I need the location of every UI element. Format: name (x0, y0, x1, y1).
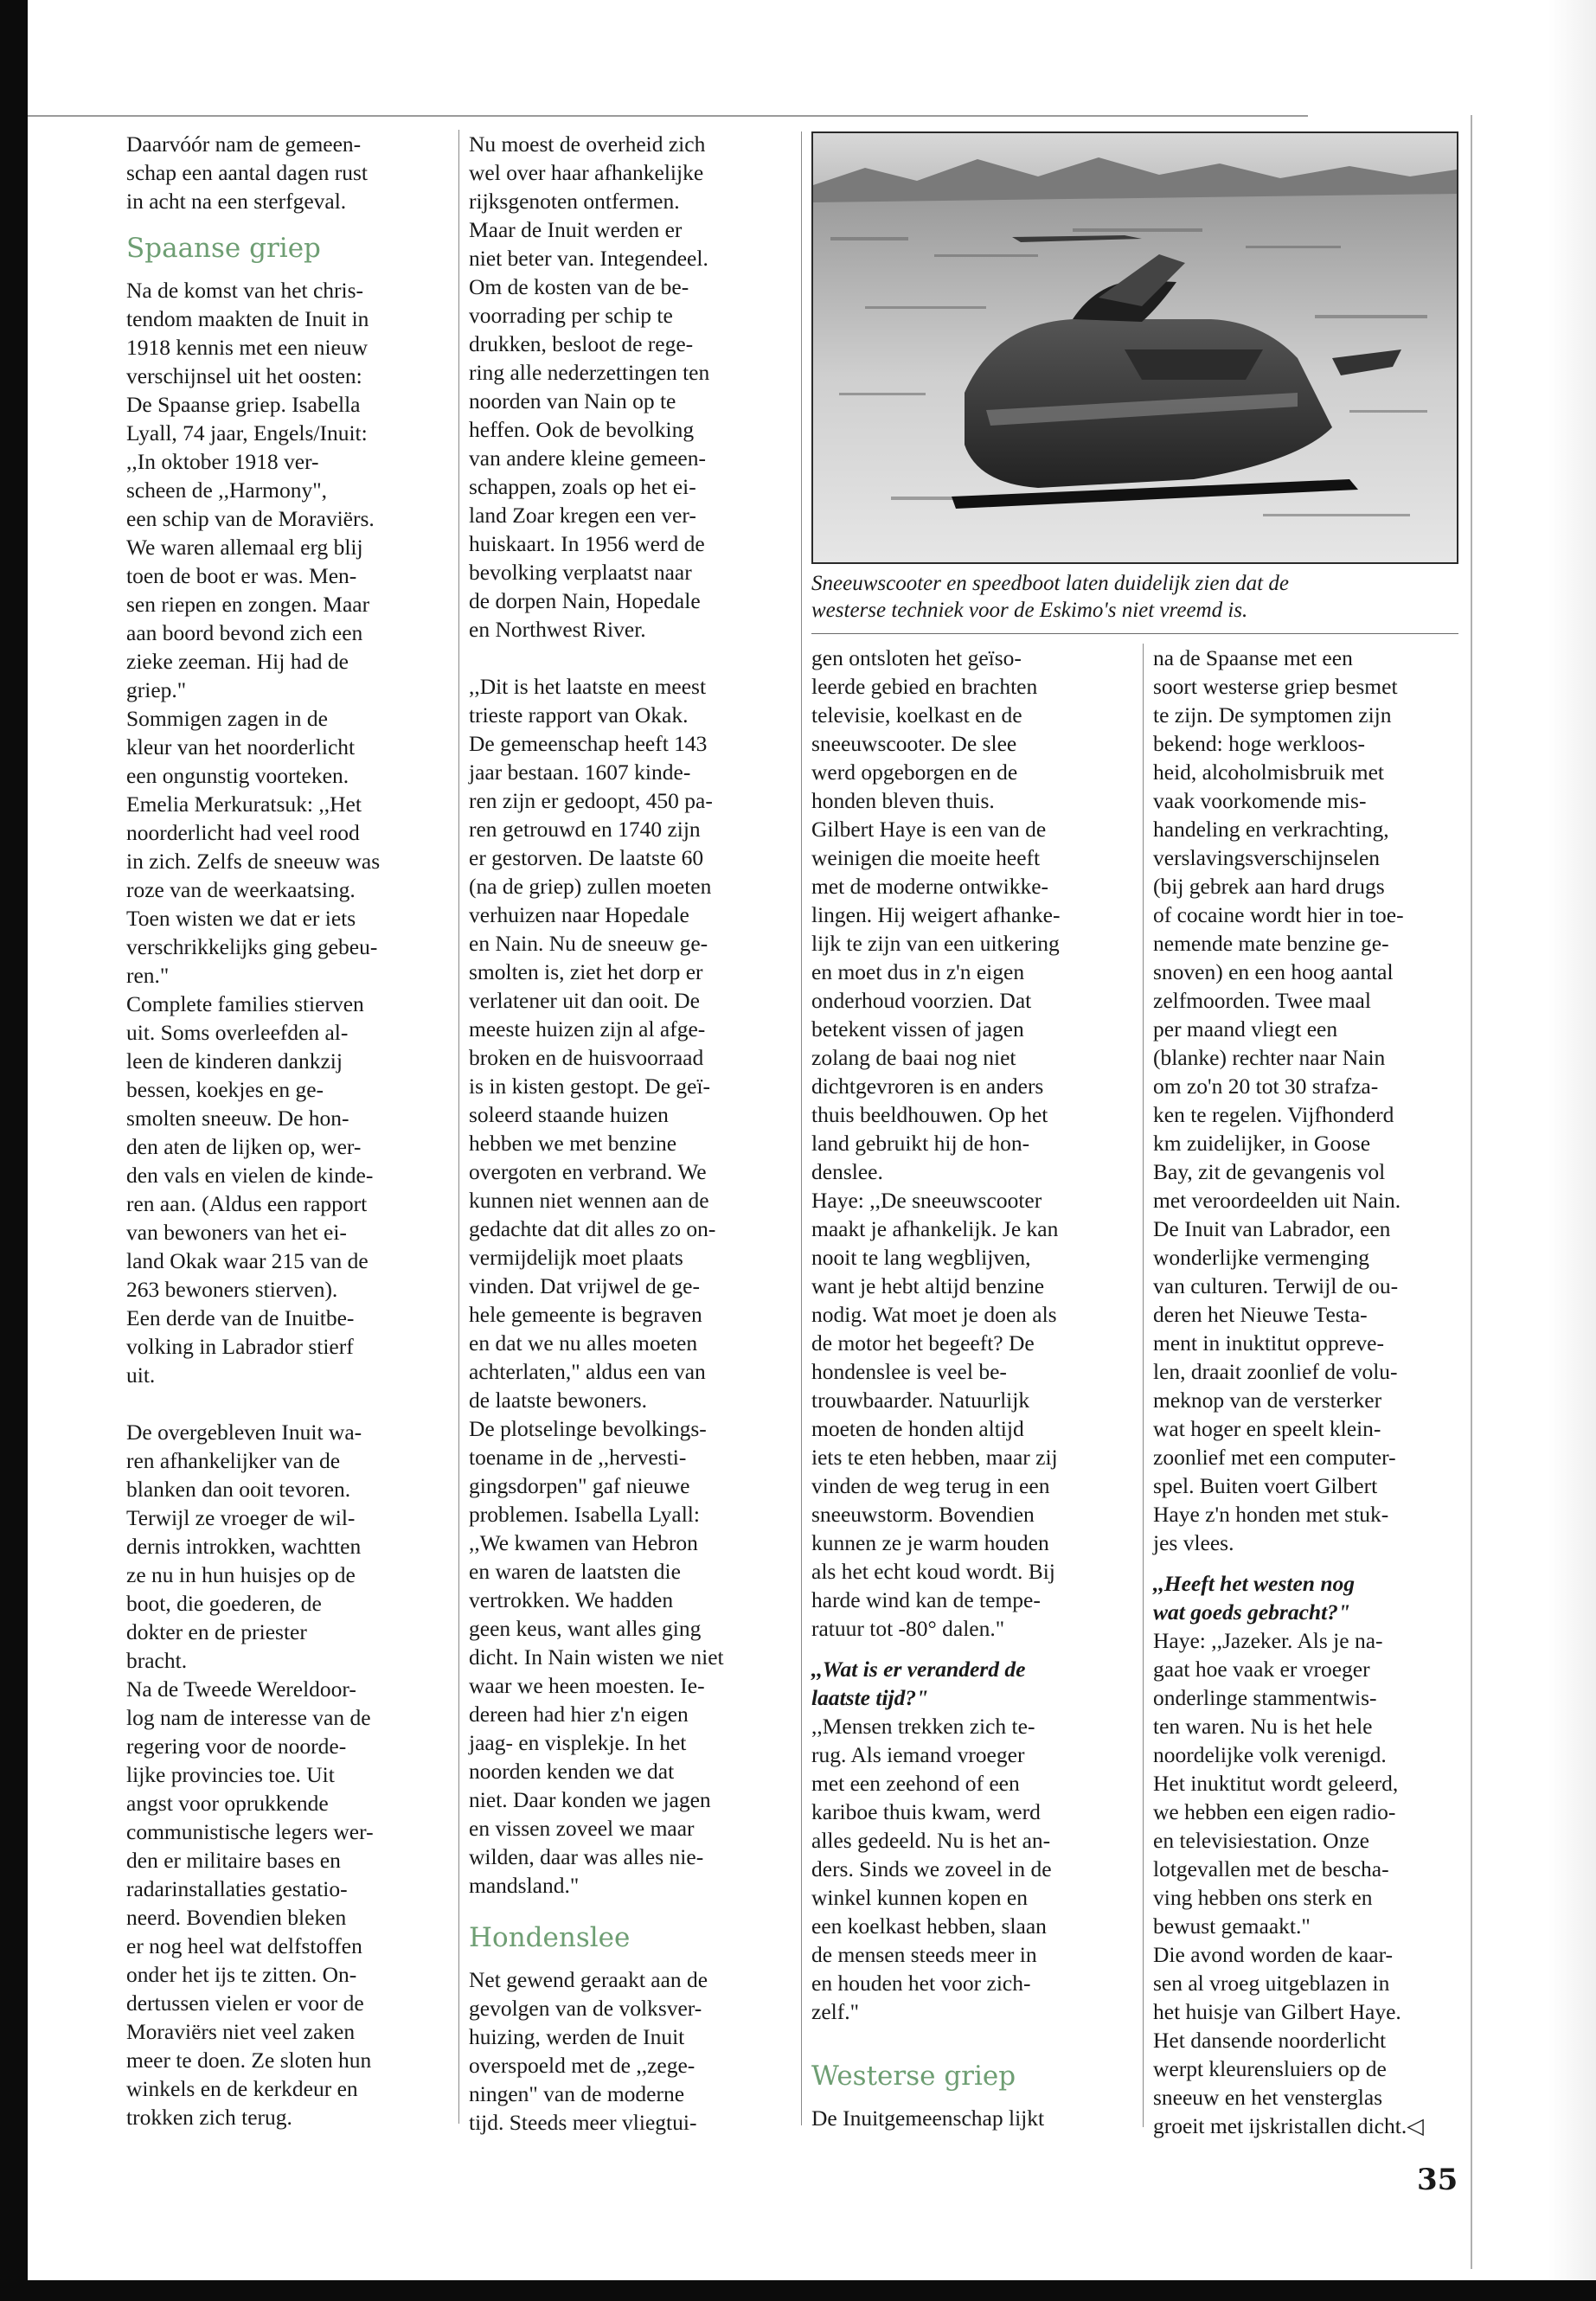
text-line: dicht. In Nain wisten we niet (469, 1644, 724, 1670)
text-line: (bij gebrek aan hard drugs (1153, 874, 1385, 899)
page-number: 35 (1417, 2163, 1458, 2197)
paragraph (1153, 1626, 1424, 2140)
column-rule (1143, 644, 1144, 2127)
text-line: Sneeuwscooter en speedboot laten duidelijk zien dat de (811, 572, 1289, 595)
text-line: heffen. Ook de bevolking (469, 417, 695, 442)
text-line: het huisje van Gilbert Haye. (1153, 1999, 1401, 2024)
text-line: blanken dan ooit tevoren. (126, 1477, 351, 1502)
text-line: ken te regelen. Vijfhonderd (1153, 1102, 1394, 1127)
text-line: huizing, werden de Inuit (469, 2024, 685, 2049)
text-line: want je hebt altijd benzine (811, 1273, 1045, 1298)
column-3 (811, 644, 1060, 2132)
text-line: in acht na een sterfgeval. (126, 189, 347, 214)
text-line: meknop van de versterker (1153, 1388, 1382, 1413)
text-line: noorden kenden we dat (469, 1759, 675, 1784)
text-line: huiskaart. In 1956 werd de (469, 531, 705, 556)
text-line: te zijn. De symptomen zijn (1153, 702, 1392, 727)
paragraph (126, 130, 380, 215)
text-line: uit. Soms overleefden al- (126, 1020, 349, 1045)
text-line: er nog heel wat delfstoffen (126, 1933, 362, 1958)
text-line: lijke provincies toe. Uit (126, 1762, 335, 1787)
text-line: weinigen die moeite heeft (811, 845, 1041, 870)
text-line: schappen, zoals op het ei- (469, 474, 696, 499)
text-line: 1918 kennis met een nieuw (126, 335, 369, 360)
text-line: (na de griep) zullen moeten (469, 874, 712, 899)
text-line: werpt kleurensluiers op de (1153, 2056, 1387, 2081)
text-line: sneeuwstorm. Bovendien (811, 1502, 1035, 1527)
text-line: ving hebben ons sterk en (1153, 1885, 1373, 1910)
text-line: De overgebleven Inuit wa- (126, 1420, 362, 1445)
text-line: de dorpen Nain, Hopedale (469, 588, 701, 613)
text-line: winkels en de kerkdeur en (126, 2076, 358, 2101)
text-line: radarinstallaties gestatio- (126, 1876, 348, 1901)
text-line: De Inuitgemeenschap lijkt (811, 2106, 1045, 2131)
text-line: ren zijn er gedoopt, 450 pa- (469, 788, 713, 813)
text-line: We waren allemaal erg blij (126, 535, 363, 560)
text-line: hondenslee is veel be- (811, 1359, 1007, 1384)
text-line: jaag- en visplekje. In het (469, 1730, 687, 1755)
page-edge-shadow (1548, 0, 1596, 2301)
text-line: van andere kleine gemeen- (469, 445, 706, 471)
text-line: Complete families stierven (126, 991, 364, 1016)
text-line: ze nu in hun huisjes op de (126, 1562, 356, 1587)
text-line: Daarvóór nam de gemeen- (126, 131, 362, 157)
text-line: handeling en verkrachting, (1153, 817, 1389, 842)
text-line: vinden. Dat vrijwel de ge- (469, 1273, 700, 1298)
text-line: jaar bestaan. 1607 kinde- (469, 760, 691, 785)
text-line: dereen had hier z'n eigen (469, 1702, 689, 1727)
right-margin-rule (1471, 115, 1472, 2269)
text-line: ,,We kwamen van Hebron (469, 1530, 698, 1555)
text-line: er gestorven. De laatste 60 (469, 845, 704, 870)
text-line: meer te doen. Ze sloten hun (126, 2048, 372, 2073)
section-heading-westerse-griep: Westerse griep (811, 2061, 1016, 2092)
text-line: ,,Mensen trekken zich te- (811, 1714, 1035, 1739)
text-line: Moraviërs niet veel zaken (126, 2019, 356, 2044)
text-line: van bewoners van het ei- (126, 1220, 347, 1245)
column-rule (801, 131, 802, 2125)
text-line: maakt je afhankelijk. Je kan (811, 1216, 1059, 1241)
text-line: lingen. Hij weigert afhanke- (811, 902, 1061, 927)
text-line: snoven) en een hoog aantal (1153, 959, 1394, 984)
text-line: dokter en de priester (126, 1619, 307, 1644)
text-line: zelfmoorden. Twee maal (1153, 988, 1371, 1013)
text-line: en Northwest River. (469, 617, 646, 642)
text-line: wat goeds gebracht?" (1153, 1599, 1351, 1625)
text-line: ren aan. (Aldus een rapport (126, 1191, 368, 1216)
text-line: en moet dus in z'n eigen (811, 959, 1025, 984)
text-line: kleur van het noorderlicht (126, 734, 356, 760)
text-line: dernis introkken, wachtten (126, 1534, 362, 1559)
text-line: met een zeehond of een (811, 1771, 1020, 1796)
text-line: Net gewend geraakt aan de (469, 1967, 708, 1992)
text-line: smolten sneeuw. De hon- (126, 1106, 349, 1131)
text-line: spel. Buiten voert Gilbert (1153, 1473, 1378, 1498)
text-line: aan boord bevond zich een (126, 620, 363, 645)
text-line: geen keus, want alles ging (469, 1616, 702, 1641)
text-line: dichtgevroren is en anders (811, 1074, 1044, 1099)
text-line: len, draait zoonlief de volu- (1153, 1359, 1398, 1384)
text-line: en vissen zoveel we maar (469, 1816, 695, 1841)
text-line: een koelkast hebben, slaan (811, 1913, 1047, 1939)
column-4 (1153, 644, 1424, 2140)
text-line: denslee. (811, 1159, 883, 1184)
text-line: noorden van Nain op te (469, 388, 676, 413)
paragraph (469, 672, 724, 1900)
text-line: ren." (126, 963, 170, 988)
text-line: overspoeld met de ,,zege- (469, 2053, 695, 2078)
text-line: De Spaanse griep. Isabella (126, 392, 361, 417)
text-line: een schip van de Moraviërs. (126, 506, 375, 531)
text-line: bekend: hoge werkloos- (1153, 731, 1366, 756)
text-line: wat hoger en speelt klein- (1153, 1416, 1381, 1441)
paragraph (126, 276, 380, 1389)
text-line: groeit met ijskristallen dicht.◁ (1153, 2113, 1424, 2138)
text-line: gedachte dat dit alles zo on- (469, 1216, 716, 1241)
text-line: 263 bewoners stierven). (126, 1277, 338, 1302)
text-line: gen ontsloten het geïso- (811, 645, 1022, 670)
text-line: leen de kinderen dankzij (126, 1048, 343, 1074)
text-line: na de Spaanse met een (1153, 645, 1353, 670)
text-line: Om de kosten van de be- (469, 274, 689, 299)
text-line: den er militaire bases en (126, 1848, 341, 1873)
text-line: toen de boot er was. Men- (126, 563, 357, 588)
text-line: Na de Tweede Wereldoor- (126, 1676, 356, 1702)
text-line: honden bleven thuis. (811, 788, 995, 813)
text-line: De gemeenschap heeft 143 (469, 731, 708, 756)
text-line: Haye: ,,Jazeker. Als je na- (1153, 1628, 1383, 1653)
text-line: nooit te lang wegblijven, (811, 1245, 1031, 1270)
text-line: sneeuw en het vensterglas (1153, 2085, 1383, 2110)
text-line: wonderlijke vermenging (1153, 1245, 1369, 1270)
text-line: kariboe thuis kwam, werd (811, 1799, 1041, 1824)
text-line: ten waren. Nu is het hele (1153, 1714, 1373, 1739)
text-line: trieste rapport van Okak. (469, 702, 689, 727)
text-line: onderhoud voorzien. Dat (811, 988, 1032, 1013)
text-line: lotgevallen met de bescha- (1153, 1856, 1389, 1881)
text-line: Toen wisten we dat er iets (126, 906, 356, 931)
text-line: gevolgen van de volksver- (469, 1996, 702, 2021)
text-line: of cocaine wordt hier in toe- (1153, 902, 1404, 927)
text-line: nodig. Wat moet je doen als (811, 1302, 1057, 1327)
text-line: regering voor de noorde- (126, 1734, 347, 1759)
text-line: Gilbert Haye is een van de (811, 817, 1047, 842)
photo-caption (811, 570, 1289, 624)
paragraph (811, 2104, 1060, 2132)
text-line: ren getrouwd en 1740 zijn (469, 817, 701, 842)
text-line: en houden het voor zich- (811, 1971, 1031, 1996)
text-line: westerse techniek voor de Eskimo's niet vreemd is. (811, 599, 1248, 622)
text-line: gaat hoe vaak er vroeger (1153, 1657, 1370, 1682)
text-line: Maar de Inuit werden er (469, 217, 683, 242)
subheading-wat-is-er-veranderd (811, 1655, 1060, 1712)
text-line: achterlaten," aldus een van (469, 1359, 706, 1384)
caption-rule (811, 633, 1458, 634)
text-line: en Nain. Nu de sneeuw ge- (469, 931, 708, 956)
paragraph (469, 1965, 724, 2137)
text-line: De plotselinge bevolkings- (469, 1416, 707, 1441)
text-line: van culturen. Terwijl de ou- (1153, 1273, 1399, 1298)
text-line: Een derde van de Inuitbe- (126, 1305, 355, 1330)
text-line: tijd. Steeds meer vliegtui- (469, 2110, 697, 2135)
text-line: rijksgenoten ontfermen. (469, 189, 680, 214)
text-line: en dat we nu alles moeten (469, 1330, 698, 1356)
text-line: laatste tijd?" (811, 1685, 929, 1710)
paragraph (126, 1418, 380, 2131)
text-line: sneeuwscooter. De slee (811, 731, 1017, 756)
text-line: volking in Labrador stierf (126, 1334, 354, 1359)
text-line: zoonlief met een computer- (1153, 1445, 1396, 1470)
text-line: (blanke) rechter naar Nain (1153, 1045, 1386, 1070)
column-1 (126, 130, 380, 2131)
text-line: Terwijl ze vroeger de wil- (126, 1505, 356, 1530)
paragraph (1153, 644, 1424, 1557)
text-line: uit. (126, 1362, 156, 1388)
text-line: kunnen ze je warm houden (811, 1530, 1049, 1555)
text-line: verslavingsverschijnselen (1153, 845, 1381, 870)
text-line: ring alle nederzettingen ten (469, 360, 710, 385)
text-line: met veroordeelden uit Nain. (1153, 1188, 1401, 1213)
text-line: verschrikkelijks ging gebeu- (126, 934, 378, 959)
text-line: vermijdelijk moet plaats (469, 1245, 683, 1270)
text-line: mandsland." (469, 1873, 580, 1898)
text-line: is in kisten gestopt. De geï- (469, 1074, 711, 1099)
text-line: en televisiestation. Onze (1153, 1828, 1369, 1853)
paragraph (811, 1712, 1060, 2026)
text-line: hele gemeente is begraven (469, 1302, 702, 1327)
text-line: bewust gemaakt." (1153, 1913, 1311, 1939)
scan-border-bottom (0, 2280, 1596, 2301)
text-line: wilden, daar was alles nie- (469, 1844, 704, 1869)
text-line: moeten de honden altijd (811, 1416, 1024, 1441)
text-line: deren het Nieuwe Testa- (1153, 1302, 1368, 1327)
text-line: ders. Sinds we zoveel in de (811, 1856, 1052, 1881)
text-line: log nam de interesse van de (126, 1705, 371, 1730)
text-line: nemende mate benzine ge- (1153, 931, 1389, 956)
text-line: harde wind kan de tempe- (811, 1587, 1041, 1612)
subheading-heeft-het-westen (1153, 1569, 1424, 1626)
text-line: ,,In oktober 1918 ver- (126, 449, 319, 474)
text-line: rug. Als iemand vroeger (811, 1742, 1025, 1767)
text-line: met de moderne ontwikke- (811, 874, 1049, 899)
text-line: vertrokken. We hadden (469, 1587, 674, 1612)
scan-border-left (0, 0, 28, 2301)
text-line: De Inuit van Labrador, een (1153, 1216, 1391, 1241)
text-line: boot, die goederen, de (126, 1591, 322, 1616)
text-line: schap een aantal dagen rust (126, 160, 368, 185)
text-line: verhuizen naar Hopedale (469, 902, 689, 927)
text-line: communistische legers wer- (126, 1819, 374, 1844)
paragraph (811, 644, 1060, 1643)
text-line: werd opgeborgen en de (811, 760, 1018, 785)
text-line: de motor het begeeft? De (811, 1330, 1035, 1356)
text-line: soleerd staande huizen (469, 1102, 669, 1127)
text-line: toename in de ,,hervesti- (469, 1445, 687, 1470)
text-line: zieke zeeman. Hij had de (126, 649, 349, 674)
text-line: soort westerse griep besmet (1153, 674, 1398, 699)
text-line: land gebruikt hij de hon- (811, 1131, 1030, 1156)
text-line: overgoten en verbrand. We (469, 1159, 707, 1184)
text-line: ratuur tot -80° dalen." (811, 1616, 1005, 1641)
text-line: scheen de ,,Harmony", (126, 478, 328, 503)
text-line: de laatste bewoners. (469, 1388, 648, 1413)
text-line: ,,Wat is er veranderd de (811, 1657, 1026, 1682)
text-line: Emelia Merkuratsuk: ,,Het (126, 792, 362, 817)
text-line: alles gedeeld. Nu is het an- (811, 1828, 1051, 1853)
text-line: drukken, besloot de rege- (469, 331, 694, 356)
text-line: noordelijke volk verenigd. (1153, 1742, 1387, 1767)
text-line: smolten is, ziet het dorp er (469, 959, 703, 984)
text-line: bessen, koekjes en ge- (126, 1077, 324, 1102)
text-line: roze van de weerkaatsing. (126, 877, 356, 902)
text-line: meeste huizen zijn al afge- (469, 1016, 706, 1042)
text-line: bracht. (126, 1648, 188, 1673)
text-line: sen al vroeg uitgeblazen in (1153, 1971, 1390, 1996)
text-line: leerde gebied en brachten (811, 674, 1038, 699)
column-2 (469, 130, 724, 2137)
text-line: Sommigen zagen in de (126, 706, 328, 731)
text-line: een ongunstig voorteken. (126, 763, 349, 788)
text-line: Het dansende noorderlicht (1153, 2028, 1387, 2053)
text-line: neerd. Bovendien bleken (126, 1905, 347, 1930)
text-line: hebben we met benzine (469, 1131, 677, 1156)
text-line: jes vlees. (1153, 1530, 1234, 1555)
text-line: bevolking verplaatst naar (469, 560, 692, 585)
text-line: land Zoar kregen een ver- (469, 503, 696, 528)
text-line: wel over haar afhankelijke (469, 160, 704, 185)
text-line: verschijnsel uit het oosten: (126, 363, 362, 388)
text-line: om zo'n 20 tot 30 strafza- (1153, 1074, 1379, 1099)
text-line: zelf." (811, 1999, 859, 2024)
text-line: ,,Dit is het laatste en meest (469, 674, 707, 699)
text-line: Lyall, 74 jaar, Engels/Inuit: (126, 420, 368, 445)
text-line: als het echt koud wordt. Bij (811, 1559, 1055, 1584)
text-line: heid, alcoholmisbruik met (1153, 760, 1384, 785)
text-line: noorderlicht had veel rood (126, 820, 360, 845)
text-line: problemen. Isabella Lyall: (469, 1502, 700, 1527)
text-line: winkel kunnen kopen en (811, 1885, 1028, 1910)
text-line: den aten de lijken op, wer- (126, 1134, 362, 1159)
text-line: griep." (126, 677, 187, 702)
text-line: broken en de huisvoorraad (469, 1045, 704, 1070)
text-line: niet. Daar konden we jagen (469, 1787, 711, 1812)
text-line: onderlinge stammentwis- (1153, 1685, 1377, 1710)
text-line: waar we heen moesten. Ie- (469, 1673, 705, 1698)
text-line: trouwbaarder. Natuurlijk (811, 1388, 1030, 1413)
text-line: niet beter van. Integendeel. (469, 246, 708, 271)
text-line: lijk te zijn van een uitkering (811, 931, 1060, 956)
text-line: ment in inuktitut oppreve- (1153, 1330, 1384, 1356)
text-line: iets te eten hebben, maar zij (811, 1445, 1058, 1470)
text-line: trokken zich terug. (126, 2105, 292, 2130)
text-line: Nu moest de overheid zich (469, 131, 706, 157)
text-line: dertussen vielen er voor de (126, 1990, 364, 2016)
text-line: ningen" van de moderne (469, 2081, 685, 2106)
paragraph (469, 130, 724, 644)
text-line: kunnen niet wennen aan de (469, 1188, 709, 1213)
section-heading-spaanse-griep: Spaanse griep (126, 233, 321, 264)
section-heading-hondenslee: Hondenslee (469, 1922, 631, 1953)
text-line: ren afhankelijker van de (126, 1448, 341, 1473)
text-line: televisie, koelkast en de (811, 702, 1022, 727)
text-line: den vals en vielen de kinde- (126, 1163, 374, 1188)
text-line: verlatener uit dan ooit. De (469, 988, 700, 1013)
text-line: vaak voorkomende mis- (1153, 788, 1367, 813)
snowmobile-photo (811, 131, 1458, 564)
text-line: vinden de weg terug in een (811, 1473, 1050, 1498)
text-line: tendom maakten de Inuit in (126, 306, 369, 331)
text-line: Bay, zit de gevangenis vol (1153, 1159, 1386, 1184)
text-line: sen riepen en zongen. Maar (126, 592, 370, 617)
text-line: zolang de baai nog niet (811, 1045, 1016, 1070)
text-line: en waren de laatsten die (469, 1559, 681, 1584)
text-line: angst voor oprukkende (126, 1791, 329, 1816)
column-rule (458, 130, 459, 2124)
text-line: km zuidelijker, in Goose (1153, 1131, 1371, 1156)
text-line: Het inuktitut wordt geleerd, (1153, 1771, 1399, 1796)
text-line: Haye: ,,De sneeuwscooter (811, 1188, 1042, 1213)
top-rule (28, 115, 1308, 117)
text-line: Die avond worden de kaar- (1153, 1942, 1394, 1967)
text-line: in zich. Zelfs de sneeuw was (126, 849, 381, 874)
text-line: thuis beeldhouwen. Op het (811, 1102, 1048, 1127)
text-line: Haye z'n honden met stuk- (1153, 1502, 1389, 1527)
text-line: de mensen steeds meer in (811, 1942, 1037, 1967)
text-line: ,,Heeft het westen nog (1153, 1571, 1356, 1596)
text-line: per maand vliegt een (1153, 1016, 1338, 1042)
text-line: we hebben een eigen radio- (1153, 1799, 1396, 1824)
text-line: onder het ijs te zitten. On- (126, 1962, 357, 1987)
text-line: Na de komst van het chris- (126, 278, 364, 303)
text-line: voorrading per schip te (469, 303, 673, 328)
text-line: land Okak waar 215 van de (126, 1248, 369, 1273)
text-line: gingsdorpen" gaf nieuwe (469, 1473, 690, 1498)
text-line: betekent vissen of jagen (811, 1016, 1024, 1042)
